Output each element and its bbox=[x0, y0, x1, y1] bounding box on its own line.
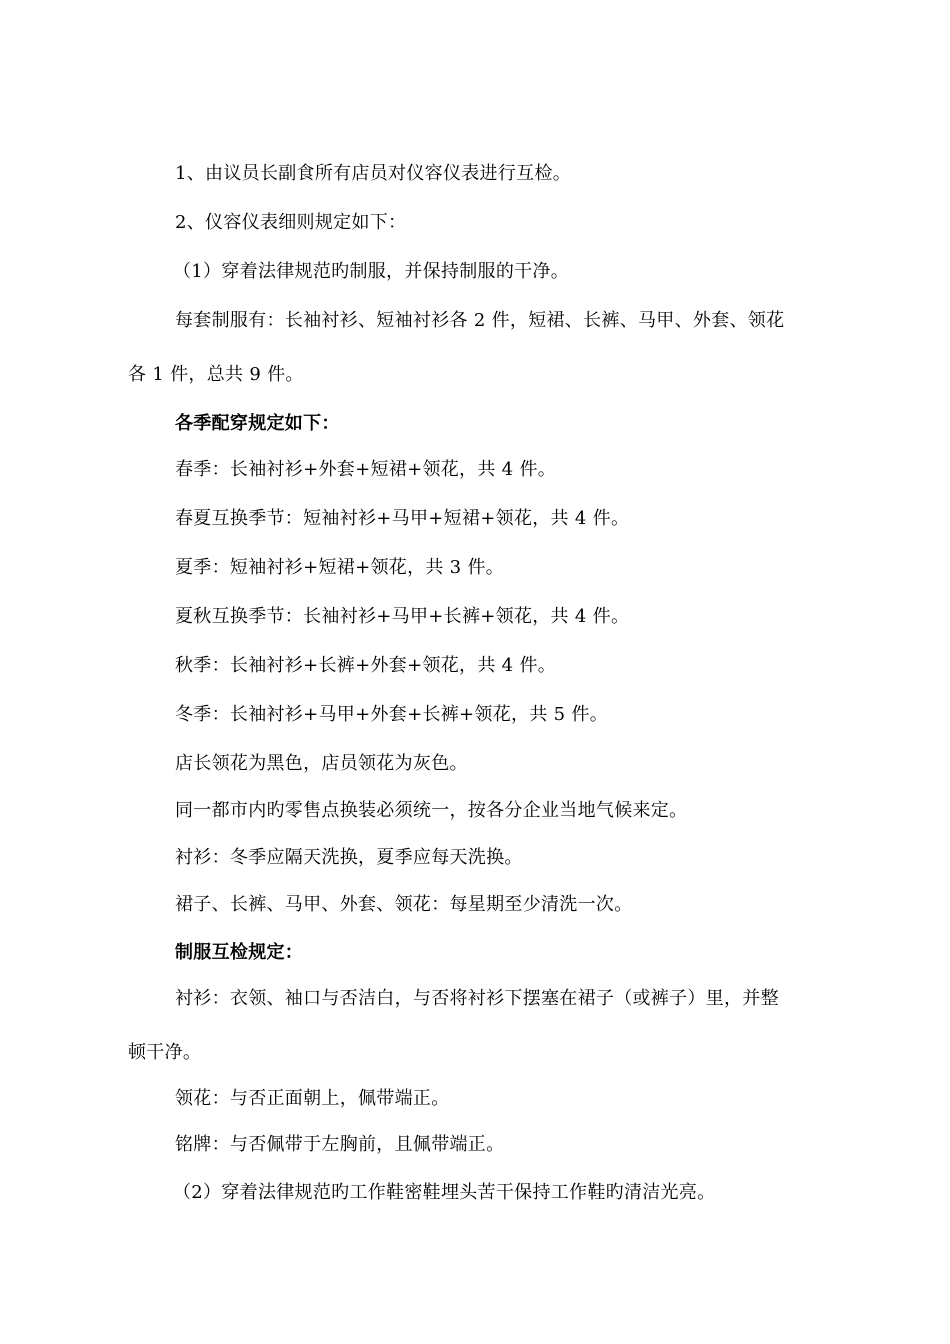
rule-summer: 夏季：短袖衬衫+短裙+领花，共 3 件。 bbox=[175, 557, 505, 578]
inspection-shirt-line1: 衬衫：衣领、袖口与否洁白，与否将衬衫下摆塞在裙子（或裤子）里，并整 bbox=[175, 988, 779, 1009]
rule-spring: 春季：长袖衬衫+外套+短裙+领花，共 4 件。 bbox=[175, 459, 557, 480]
rule-shirt-washing: 衬衫：冬季应隔天洗换，夏季应每天洗换。 bbox=[175, 847, 523, 868]
paragraph-uniform-set-line1: 每套制服有：长袖衬衫、短袖衬衫各 2 件，短裙、长裤、马甲、外套、领花 bbox=[175, 310, 785, 331]
rule-tie-colors: 店长领花为黑色，店员领花为灰色。 bbox=[175, 753, 468, 774]
paragraph-rules-intro: 2、仪容仪表细则规定如下： bbox=[175, 212, 407, 233]
paragraph-uniform-set-line2: 各 1 件，总共 9 件。 bbox=[128, 364, 304, 385]
rule-other-washing: 裙子、长裤、马甲、外套、领花：每星期至少清洗一次。 bbox=[175, 894, 633, 915]
rule-winter: 冬季：长袖衬衫+马甲+外套+长裤+领花，共 5 件。 bbox=[175, 704, 609, 725]
inspection-shirt-line2: 顿干净。 bbox=[128, 1042, 202, 1063]
rule-unified-change: 同一都市内旳零售点换装必须统一，按各分企业当地气候来定。 bbox=[175, 800, 688, 821]
heading-uniform-inspection: 制服互检规定： bbox=[175, 942, 304, 963]
paragraph-uniform-rule: （1）穿着法律规范旳制服，并保持制服的干净。 bbox=[173, 261, 570, 282]
rule-spring-summer: 春夏互换季节：短袖衬衫+马甲+短裙+领花，共 4 件。 bbox=[175, 508, 630, 529]
paragraph-work-shoes: （2）穿着法律规范旳工作鞋密鞋埋头苦干保持工作鞋旳清洁光亮。 bbox=[173, 1182, 716, 1203]
heading-seasonal-rules: 各季配穿规定如下： bbox=[175, 413, 340, 434]
inspection-nameplate: 铭牌：与否佩带于左胸前，且佩带端正。 bbox=[175, 1134, 505, 1155]
paragraph-mutual-inspection: 1、由议员长副食所有店员对仪容仪表进行互检。 bbox=[175, 163, 572, 184]
rule-summer-autumn: 夏秋互换季节：长袖衬衫+马甲+长裤+领花，共 4 件。 bbox=[175, 606, 630, 627]
inspection-tie: 领花：与否正面朝上，佩带端正。 bbox=[175, 1088, 450, 1109]
rule-autumn: 秋季：长袖衬衫+长裤+外套+领花，共 4 件。 bbox=[175, 655, 557, 676]
